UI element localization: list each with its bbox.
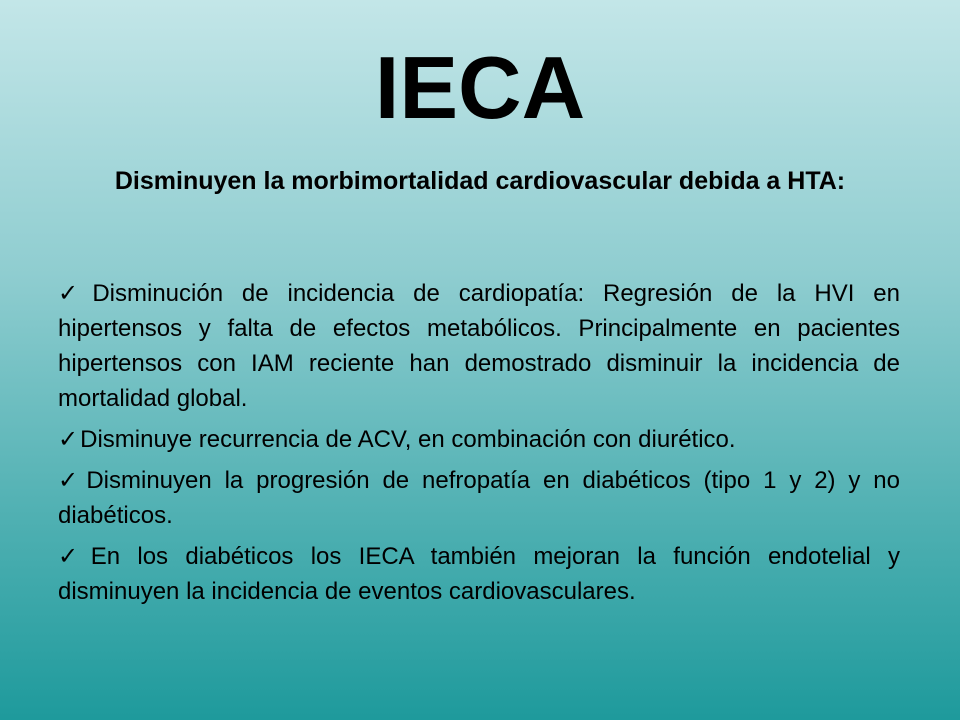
bullet-text: Disminuyen la progresión de nefropatía en diabéticos (tipo 1 y 2) y no diabéticos.	[58, 467, 900, 529]
list-item	[58, 276, 900, 416]
checkmark-icon: ✓	[58, 280, 91, 307]
bullet-text: En los diabéticos los IECA también mejoran la función endotelial y disminuyen la incidencia de eventos cardiovasculares.	[58, 543, 900, 605]
bullet-list	[58, 276, 900, 615]
bullet-text: Disminución de incidencia de cardiopatía: Regresión de la HVI en hipertensos y falta de efectos metabólicos. Principalmente en pacientes hipertensos con IAM reciente han demostrado disminuir la incidencia de mortalidad global.	[58, 280, 901, 412]
checkmark-icon: ✓	[58, 543, 89, 570]
list-item	[58, 422, 900, 457]
checkmark-icon: ✓	[58, 467, 85, 494]
slide-title: IECA	[374, 38, 586, 137]
checkmark-icon: ✓	[58, 426, 79, 453]
list-item	[58, 463, 900, 533]
slide-subtitle: Disminuyen la morbimortalidad cardiovascular debida a HTA:	[114, 167, 846, 195]
list-item	[58, 539, 900, 609]
bullet-text: Disminuye recurrencia de ACV, en combinación con diurético.	[80, 426, 736, 453]
